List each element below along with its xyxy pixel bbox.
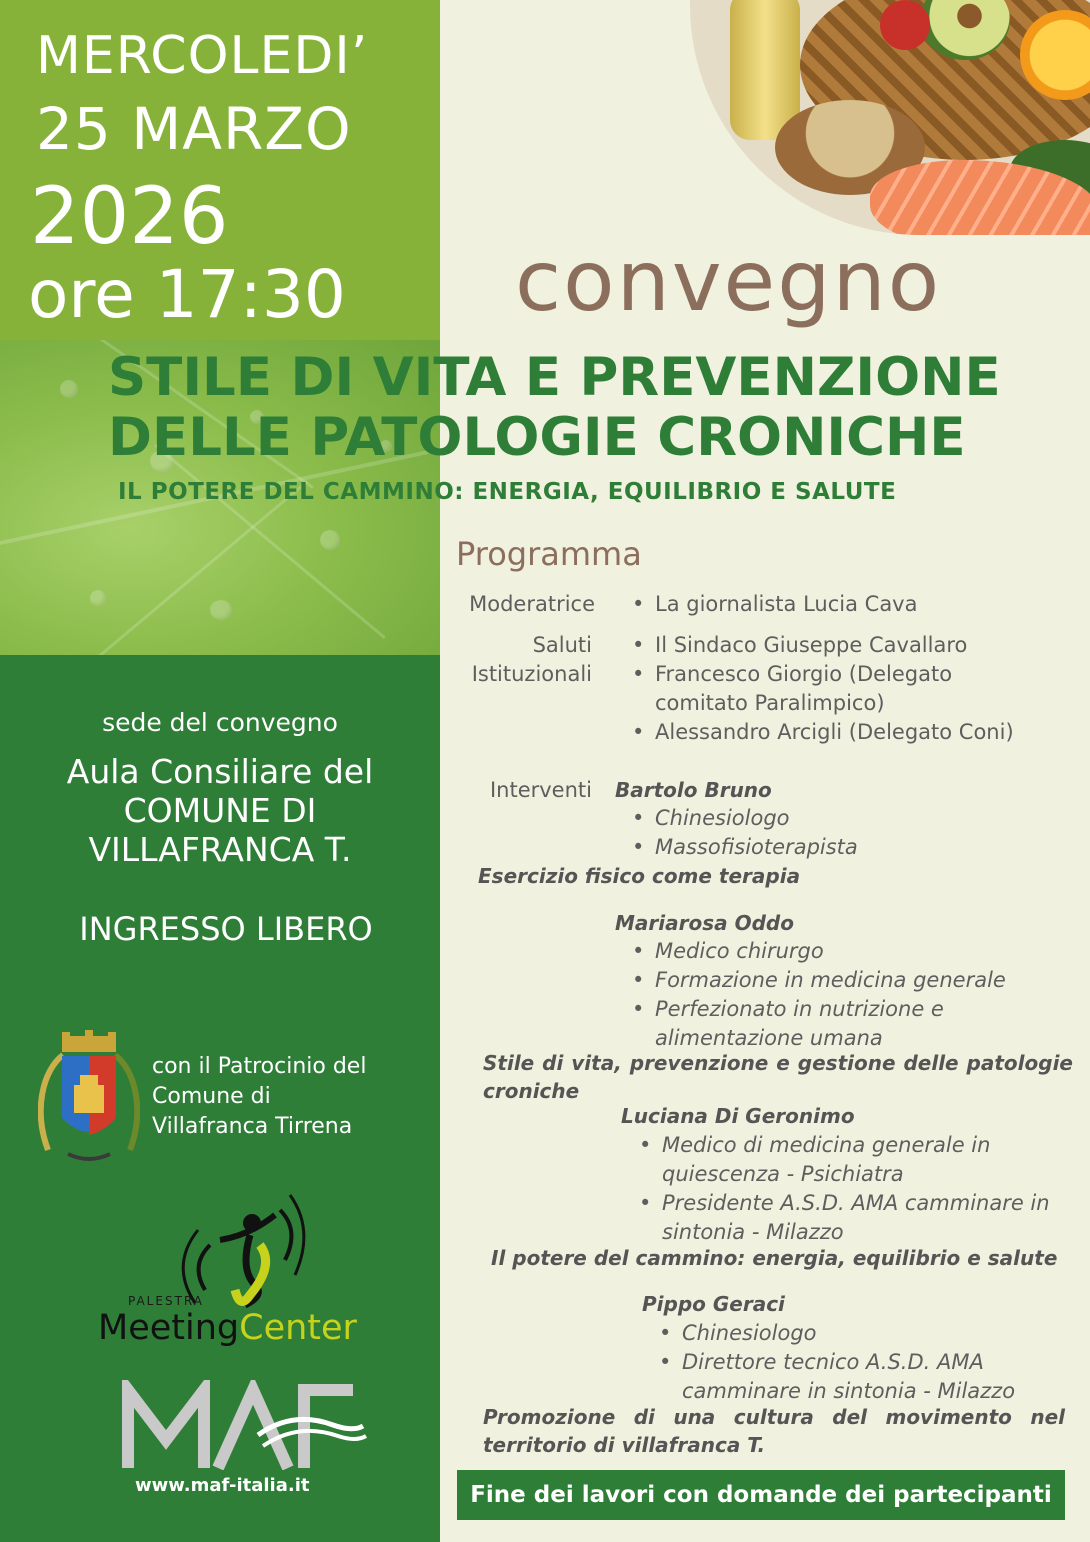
venue-label: sede del convegno xyxy=(102,708,338,737)
list-item: • Il Sindaco Giuseppe Cavallaro xyxy=(630,631,1060,660)
healthy-food-image xyxy=(690,0,1090,235)
moderatrice-list xyxy=(630,590,1060,619)
meeting-center-wordmark: MeetingCenter xyxy=(98,1308,357,1348)
free-entry-label: INGRESSO LIBERO xyxy=(79,910,373,948)
list-item: • Chinesiologo xyxy=(657,1319,1077,1348)
list-item: • La giornalista Lucia Cava xyxy=(630,590,1060,619)
speaker-roles xyxy=(630,937,1050,1053)
venue-name: Aula Consiliare del COMUNE DI VILLAFRANCA T. xyxy=(66,752,374,869)
event-year: 2026 xyxy=(30,172,229,262)
speaker-name: Pippo Geraci xyxy=(642,1292,785,1316)
patronage-text: con il Patrocinio del Comune di Villafranca Tirrena xyxy=(152,1054,367,1139)
event-date: 25 MARZO xyxy=(36,95,352,163)
event-day: MERCOLEDI’ xyxy=(36,26,369,86)
speaker-name: Luciana Di Geronimo xyxy=(621,1104,855,1128)
maf-wordmark: MAF xyxy=(118,1380,121,1381)
speaker-roles xyxy=(637,1131,1057,1247)
speaker-name: Bartolo Bruno xyxy=(615,778,772,802)
event-time: ore 17:30 xyxy=(28,256,346,333)
villafranca-crest-icon xyxy=(38,1030,140,1170)
event-subtitle: IL POTERE DEL CAMMINO: ENERGIA, EQUILIBRIO E SALUTE xyxy=(118,479,897,505)
maf-logo-icon xyxy=(118,1380,368,1470)
closing-banner: Fine dei lavori con domande dei partecipanti xyxy=(457,1470,1065,1520)
moderatrice-label: Moderatrice xyxy=(469,592,595,616)
list-item: • Alessandro Arcigli (Delegato Coni) xyxy=(630,718,1060,747)
interventi-label: Interventi xyxy=(489,778,592,802)
list-item: • Presidente A.S.D. AMA camminare in sintonia - Milazzo xyxy=(637,1189,1062,1247)
saluti-label: Saluti Istituzionali xyxy=(471,633,592,686)
talk-title: Esercizio fisico come terapia xyxy=(478,864,801,888)
list-item: • Francesco Giorgio (Delegato comitato Paralimpico) xyxy=(630,660,995,718)
speaker-roles xyxy=(657,1319,1077,1406)
list-item: • Medico di medicina generale in quiescenza - Psichiatra xyxy=(637,1131,1042,1189)
speaker-name: Mariarosa Oddo xyxy=(615,911,794,935)
saluti-list xyxy=(630,631,1060,747)
convegno-heading: convegno xyxy=(515,232,942,330)
list-item: • Perfezionato in nutrizione e alimentazione umana xyxy=(630,995,995,1053)
list-item: • Formazione in medicina generale xyxy=(630,966,1050,995)
list-item: • Medico chirurgo xyxy=(630,937,1050,966)
palestra-label: PALESTRA xyxy=(128,1294,204,1308)
talk-title: Il potere del cammino: energia, equilibrio e salute xyxy=(491,1246,1058,1270)
list-item: • Direttore tecnico A.S.D. AMA camminare in sintonia - Milazzo xyxy=(657,1348,1082,1406)
speaker-roles xyxy=(630,804,1050,862)
maf-website-link[interactable]: www.maf-italia.it xyxy=(135,1475,310,1496)
programma-heading: Programma xyxy=(456,535,642,573)
talk-title: Stile di vita, prevenzione e gestione delle patologie croniche xyxy=(483,1051,1073,1103)
talk-title: Promozione di una cultura del movimento nel territorio di villafranca T. xyxy=(483,1405,1065,1457)
title-line-1: STILE DI VITA E PREVENZIONE xyxy=(108,347,1001,408)
title-line-2: DELLE PATOLOGIE CRONICHE xyxy=(108,407,966,468)
list-item: • Massofisioterapista xyxy=(630,833,1050,862)
list-item: • Chinesiologo xyxy=(630,804,1050,833)
event-title xyxy=(108,348,1008,468)
